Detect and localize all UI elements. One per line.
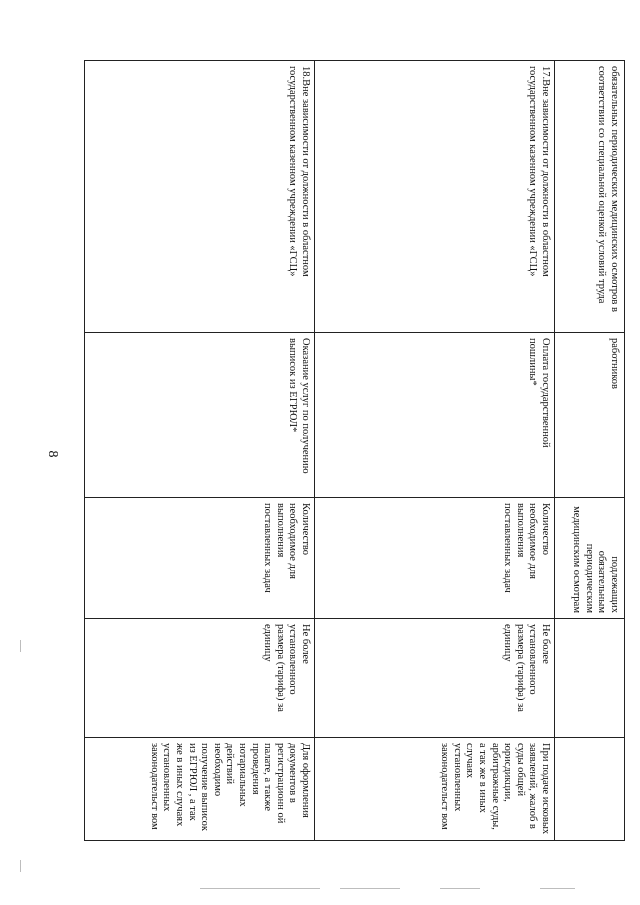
scan-mark — [20, 640, 21, 652]
table-cell: обязательных периодических медицинских осмотров в соответствии со специальной оценкой условий труда — [555, 61, 625, 333]
expense-norms-table — [84, 60, 625, 841]
table-cell — [555, 619, 625, 738]
table-row — [555, 61, 625, 841]
table-cell: Количество необходимое для выполнения поставленных задач — [315, 498, 555, 619]
rotated-table — [85, 60, 625, 840]
table-cell: 17.Вне зависимости от должности в областном государственном казенном учреждении «ГСЦ» — [315, 61, 555, 333]
table-cell: работников — [555, 333, 625, 498]
table-cell: Количество необходимое для выполнения поставленных задач — [85, 498, 315, 619]
table-cell: При подаче исковых заявлений, жалоб в суды общей юрисдикции, арбитражные суды, а так же в иных случаях установленных законодательст вом — [315, 738, 555, 841]
scan-mark — [440, 888, 480, 889]
scan-mark — [20, 860, 21, 872]
table-cell: Оплата государственной пошлины* — [315, 333, 555, 498]
scan-mark — [200, 888, 320, 889]
table-cell: Не более установленного размера (тарифа) за единицу — [85, 619, 315, 738]
page-number: 8 — [45, 450, 60, 458]
table-cell: Для оформления документов в регистрационн ой палате, а также проведения нотариальных действий необходимо получение выписок из ЕГРЮЛ , а так же в иных случаях установленных законодательст вом — [85, 738, 315, 841]
scan-mark — [340, 888, 400, 889]
table-container — [85, 60, 625, 840]
table-cell: подлежащих обязательным периодическим медицинским осмотрам — [555, 498, 625, 619]
table-cell: Не более установленного размера (тарифа) за единицу — [315, 619, 555, 738]
table-cell — [555, 738, 625, 841]
table-cell: Оказание услуг по получению выписок из ЕГРЮЛ* — [85, 333, 315, 498]
table-row — [85, 61, 315, 841]
table-row — [315, 61, 555, 841]
table-cell: 18.Вне зависимости от должности в областном государственном казенном учреждении «ГСЦ» — [85, 61, 315, 333]
scan-mark — [540, 888, 575, 889]
